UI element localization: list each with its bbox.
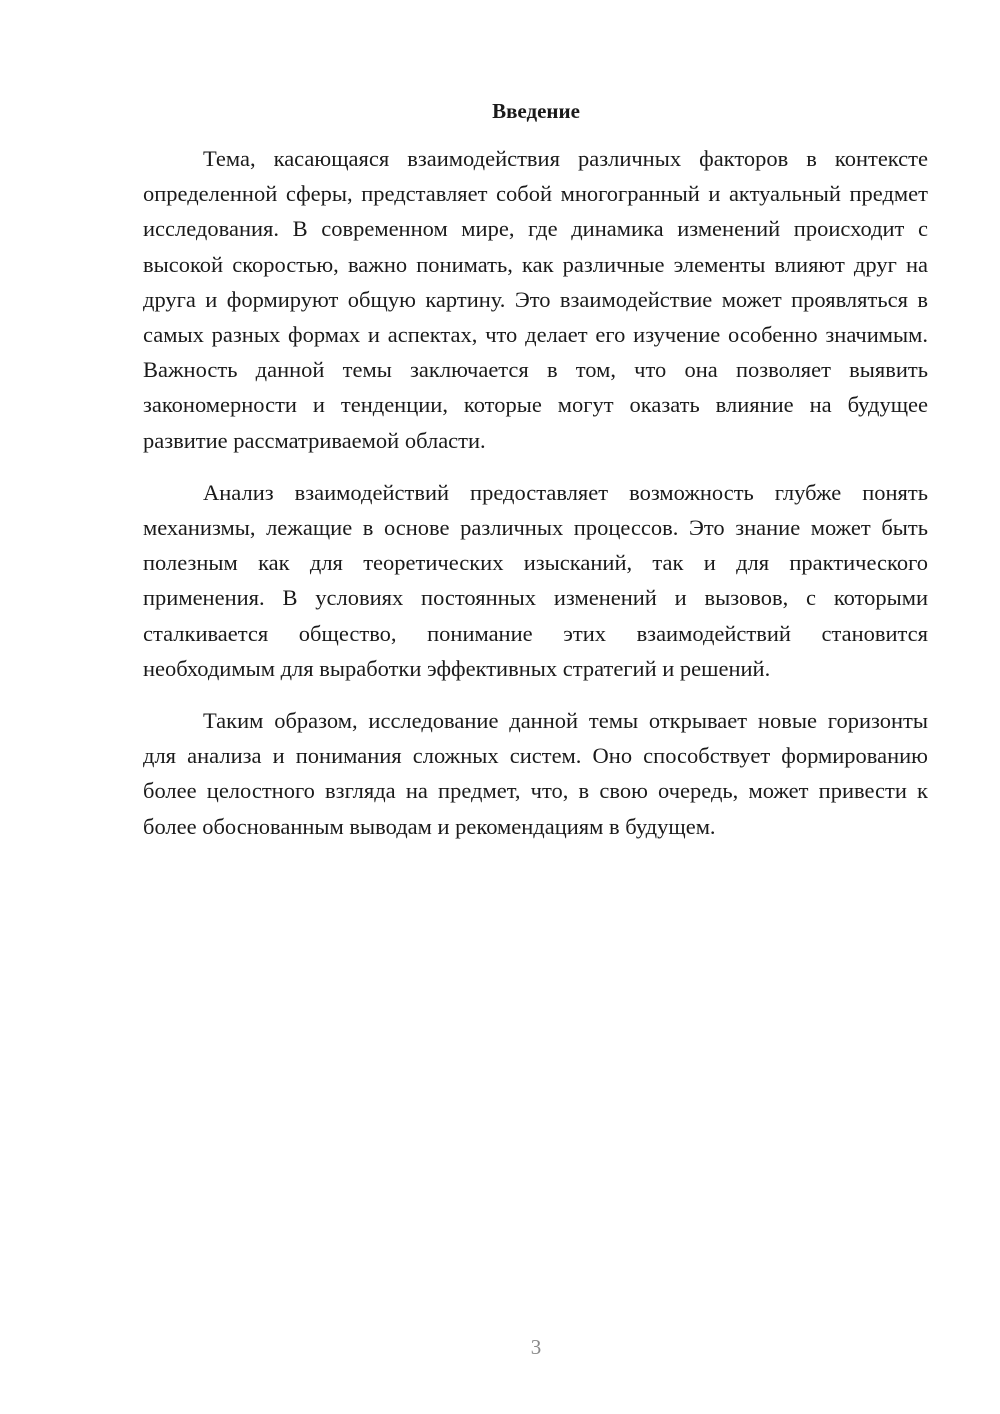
document-body [143, 141, 928, 844]
section-heading: Введение [492, 99, 580, 123]
paragraph-2: Анализ взаимодействий предоставляет возможность глубже понять механизмы, лежащие в основе различных процессов. Это знание может быть полезным как для теоретических изысканий, так и для практического применения. В условиях постоянных изменений и вызовов, с которыми сталкивается общество, понимание этих взаимодействий становится необходимым для выработки эффективных стратегий и решений. [143, 479, 928, 681]
page-number: 3 [530, 1335, 542, 1359]
paragraph-1: Тема, касающаяся взаимодействия различных факторов в контексте определенной сферы, представляет собой многогранный и актуальный предмет исследования. В современном мире, где динамика изменений происходит с высокой скоростью, важно понимать, как различные элементы влияют друг на друга и формируют общую картину. Это взаимодействие может проявляться в самых разных формах и аспектах, что делает его изучение особенно значимым. Важность данной темы заключается в том, что она позволяет выявить закономерности и тенденции, которые могут оказать влияние на будущее развитие рассматриваемой области. [143, 146, 928, 453]
paragraph-3: Таким образом, исследование данной темы открывает новые горизонты для анализа и понимания сложных систем. Оно способствует формированию более целостного взгляда на предмет, что, в свою очередь, может привести к более обоснованным выводам и рекомендациям в будущем. [143, 708, 928, 839]
